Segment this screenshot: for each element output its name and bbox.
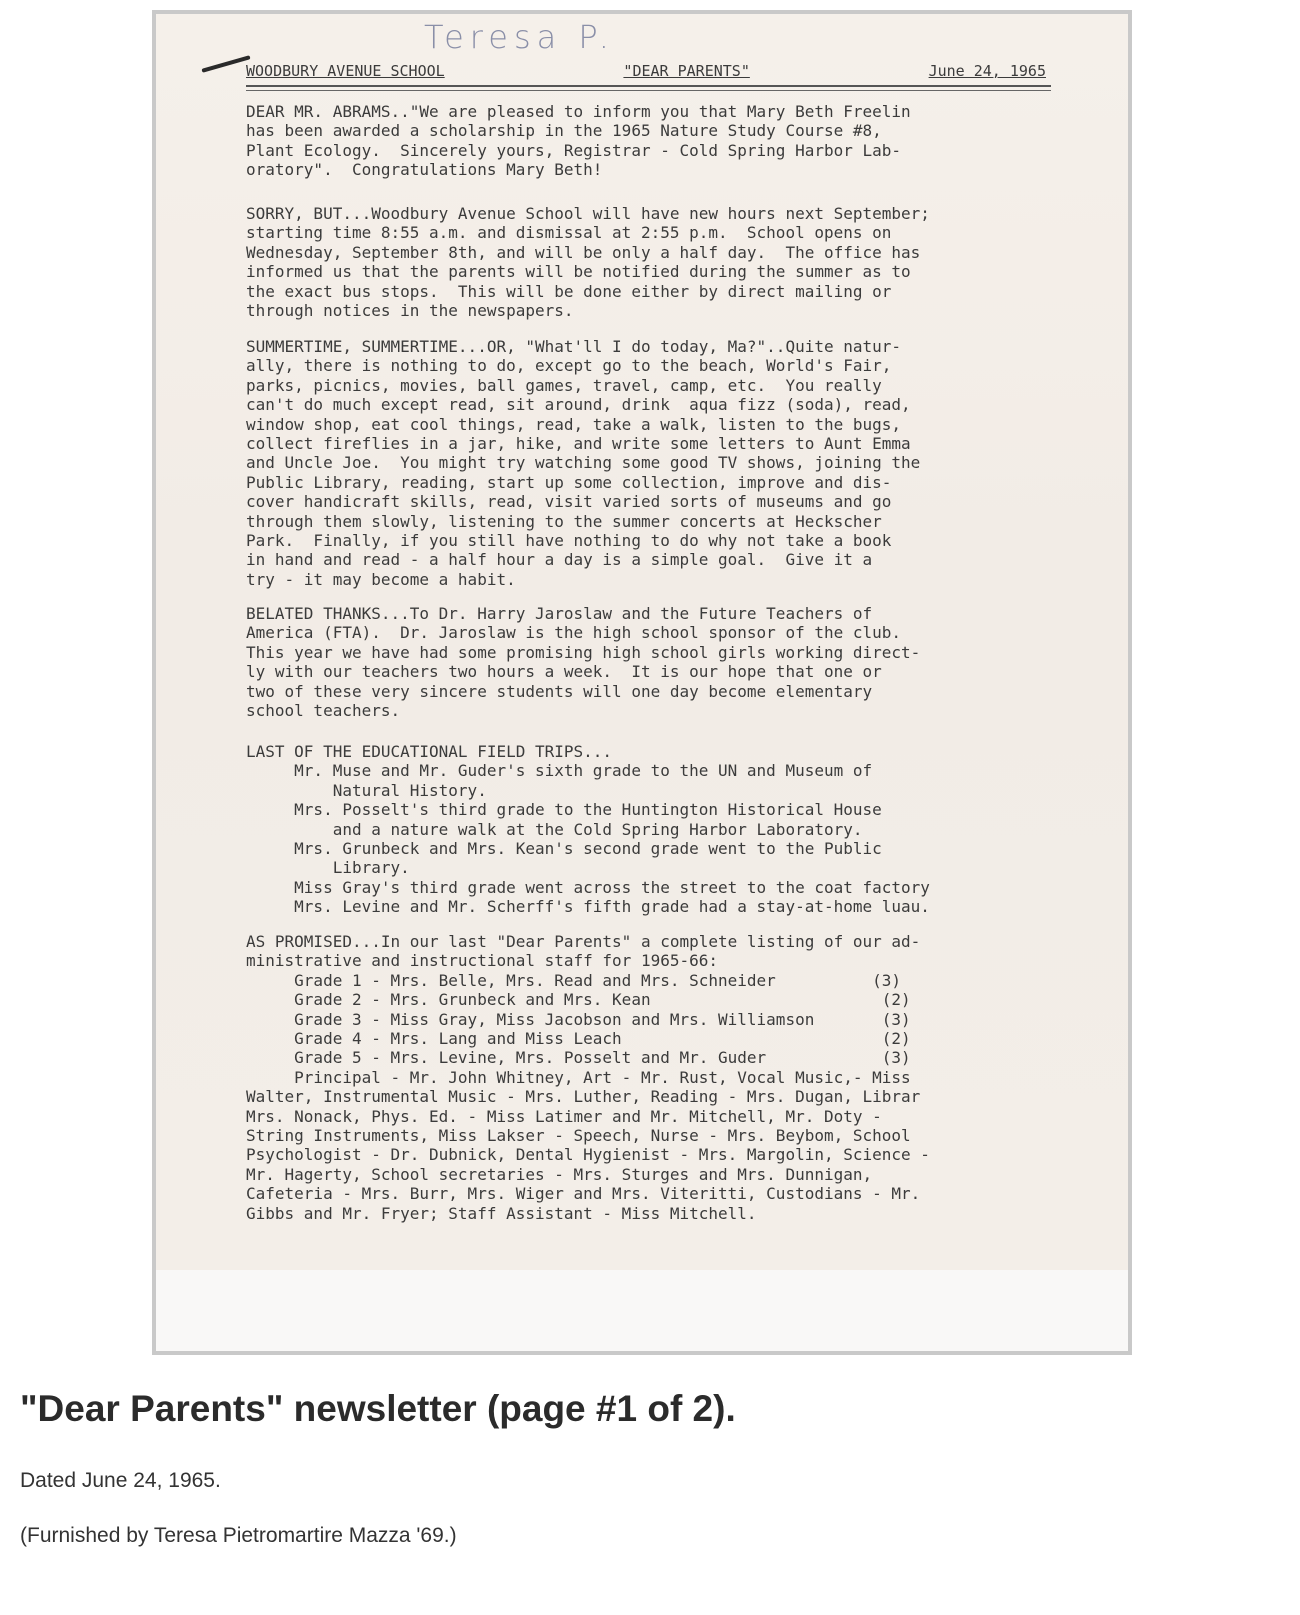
masthead-school: WOODBURY AVENUE SCHOOL xyxy=(246,62,445,80)
newsletter-photo xyxy=(152,10,1132,1355)
newsletter-paper xyxy=(156,14,1128,1270)
newsletter-masthead xyxy=(246,62,1046,91)
caption-date: Dated June 24, 1965. xyxy=(20,1469,221,1492)
masthead-title: "DEAR PARENTS" xyxy=(623,62,750,80)
section-abrams: DEAR MR. ABRAMS.."We are pleased to inform you that Mary Beth Freelin has been awarded a scholarship in the 1965 Nature Study Course #8, Plant Ecology. Sincerely yours, Registrar - Cold Spring Harbor Lab- oratory". Congratulations Mary Beth! xyxy=(246,102,911,180)
section-summertime: SUMMERTIME, SUMMERTIME...OR, "What'll I do today, Ma?"..Quite natur- ally, there is nothing to do, except go to the beach, World's Fair, parks, picnics, movies, ball games, travel, camp, etc. You really can't do much except read, sit around, drink aqua fizz (soda), read, window shop, eat cool things, read, take a walk, listen to the bugs, collect fireflies in a jar, hike, and write some letters to Aunt Emma and Uncle Joe. You might try watching some good TV shows, joining the Public Library, reading, start up some collection, improve and dis- cover handicraft skills, read, visit varied sorts of museums and go through them slowly, listening to the summer concerts at Heckscher Park. Finally, if you still have nothing to do why not take a book in hand and read - a half hour a day is a simple goal. Give it a try - it may become a habit. xyxy=(246,337,921,589)
handwritten-name: Teresa P. xyxy=(424,18,615,56)
caption-title: "Dear Parents" newsletter (page #1 of 2). xyxy=(20,1388,736,1429)
masthead-date: June 24, 1965 xyxy=(928,62,1046,80)
caption-credit: (Furnished by Teresa Pietromartire Mazza '69.) xyxy=(20,1524,457,1547)
section-new-hours: SORRY, BUT...Woodbury Avenue School will have new hours next September; starting time 8:55 a.m. and dismissal at 2:55 p.m. School opens on Wednesday, September 8th, and will be only a half day. The office has informed us that the parents will be notified during the summer as to the exact bus stops. This will be done either by direct mailing or through notices in the newspapers. xyxy=(246,204,930,321)
section-belated-thanks: BELATED THANKS...To Dr. Harry Jaroslaw and the Future Teachers of America (FTA). Dr. Jaroslaw is the high school sponsor of the club. This year we have had some promising high school girls working direct- ly with our teachers two hours a week. It is our hope that one or two of these very sincere students will one day become elementary school teachers. xyxy=(246,604,921,721)
section-staff-listing: AS PROMISED...In our last "Dear Parents" a complete listing of our ad- ministrative and instructional staff for 1965-66: Grade 1 - Mrs. Belle, Mrs. Read and Mrs. Schneider (3) Grade 2 - Mrs. Grunbeck and Mrs. Kean (2) Grade 3 - Miss Gray, Miss Jacobson and Mrs. Williamson (3) Grade 4 - Mrs. Lang and Miss Leach (2) Grade 5 - Mrs. Levine, Mrs. Posselt and Mr. Guder (3) Principal - Mr. John Whitney, Art - Mr. Rust, Vocal Music,- Miss Walter, Instrumental Music - Mrs. Luther, Reading - Mrs. Dugan, Librar Mrs. Nonack, Phys. Ed. - Miss Latimer and Mr. Mitchell, Mr. Doty - String Instruments, Miss Lakser - Speech, Nurse - Mrs. Beybom, School Psychologist - Dr. Dubnick, Dental Hygienist - Mrs. Margolin, Science - Mr. Hagerty, School secretaries - Mrs. Sturges and Mrs. Dunnigan, Cafeteria - Mrs. Burr, Mrs. Wiger and Mrs. Viteritti, Custodians - Mr. Gibbs and Mr. Fryer; Staff Assistant - Miss Mitchell. xyxy=(246,932,930,1223)
section-field-trips: LAST OF THE EDUCATIONAL FIELD TRIPS... Mr. Muse and Mr. Guder's sixth grade to the UN and Museum of Natural History. Mrs. Posselt's third grade to the Huntington Historical House and a nature walk at the Cold Spring Harbor Laboratory. Mrs. Grunbeck and Mrs. Kean's second grade went to the Public Library. Miss Gray's third grade went across the street to the coat factory Mrs. Levine and Mr. Scherff's fifth grade had a stay-at-home luau. xyxy=(246,742,930,917)
photo-background xyxy=(156,1270,1128,1355)
masthead-rule-secondary xyxy=(246,90,1051,91)
masthead-rule xyxy=(246,85,1051,87)
pen-mark xyxy=(201,55,250,73)
